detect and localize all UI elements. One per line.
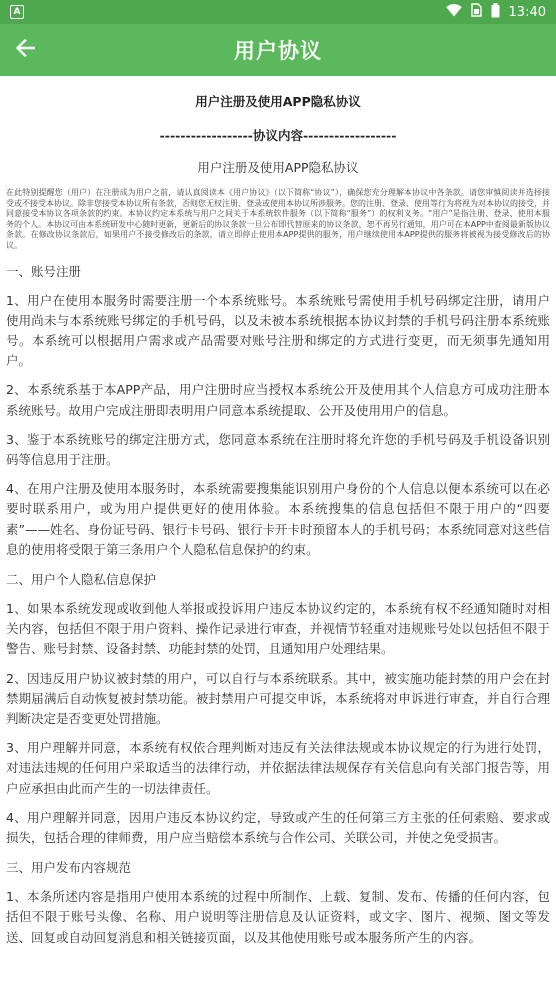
paragraph: 1、如果本系统发现或收到他人举报或投诉用户违反本协议约定的，本系统有权不经通知随时对相关内容，包括但不限于用户资料、操作记录进行审查，并视情节轻重对违规账号处以包括但不限于警告、账号封禁、设备封禁、功能封禁的处罚，且通知用户处理结果。: [6, 601, 550, 657]
wifi-icon: [446, 4, 462, 21]
section-heading: 一、账号注册: [6, 263, 82, 279]
intro-paragraph: 在此特别提醒您（用户）在注册成为用户之前，请认真阅读本《用户协议》（以下简称“协议”），确保您充分理解本协议中各条款。请您审慎阅读并选择接受或不接受本协议。除非您接受本协议所有条款，否则您无权注册、登录或使用本协议所涉服务。您的注册、登录、使用等行为将视为对本协议的接受，并同意接受本协议各项条款的约束。本协议约定本系统与用户之间关于本系统软件服务（以下简称“服务”）的权利义务。“用户”是指注册、登录、使用本服务的个人。本协议可由本系统研发中心随时更新，更新后的协议条款一旦公布即代替原来的协议条款，恕不再另行通知，用户可在本APP中查阅最新版协议条款。在修改协议条款后，如果用户不接受修改后的条款，请立即停止使用本APP提供的服务，用户继续使用本APP提供的服务将被视为接受修改后的协议。: [6, 188, 550, 250]
paragraph: 4、用户理解并同意，因用户违反本协议约定，导致或产生的任何第三方主张的任何索赔、要求或损失，包括合理的律师费，用户应当赔偿本系统与合作公司、关联公司，并使之免受损害。: [6, 809, 550, 846]
page-title: 用户协议: [234, 39, 322, 63]
document-subtitle: 用户注册及使用APP隐私协议: [197, 160, 359, 175]
paragraph: 3、鉴于本系统账号的绑定注册方式，您同意本系统在注册时将允许您的手机号码及手机设备识别码等信息用于注册。: [6, 431, 550, 467]
status-bar: [0, 0, 556, 24]
app-notification-icon: A: [10, 5, 24, 19]
paragraph: 1、用户在使用本服务时需要注册一个本系统账号。本系统账号需使用手机号码绑定注册，请用户使用尚未与本系统账号绑定的手机号码，以及未被本系统根据本协议封禁的手机号码注册本系统账号。本系统可以根据用户需求或产品需要对账号注册和绑定的方式进行变更，而无须事先通知用户。: [6, 292, 550, 369]
paragraph: 2、因违反用户协议被封禁的用户，可以自行与本系统联系。其中，被实施功能封禁的用户会在封禁期届满后自动恢复被封禁功能。被封禁用户可提交申诉，本系统将对申诉进行审查，并自行合理判断决定是否变更处罚措施。: [6, 670, 550, 727]
section-heading: 二、用户个人隐私信息保护: [6, 572, 157, 587]
status-time: 13:40: [508, 4, 546, 20]
paragraph: 4、在用户注册及使用本服务时，本系统需要搜集能识别用户身份的个人信息以便本系统可以在必要时联系用户，或为用户提供更好的使用体验。本系统搜集的信息包括但不限于用户的“四要素”——姓名、身份证号码、银行卡号码、银行卡开卡时预留本人的手机号码；本系统同意对这些信息的使用将受限于第三条用户个人隐私信息保护的约束。: [6, 481, 550, 557]
sim-card-icon: [471, 3, 482, 21]
paragraph: 2、本系统系基于本APP产品，用户注册时应当授权本系统公开及使用其个人信息方可成功注册本系统账号。故用户完成注册即表明用户同意本系统提取、公开及使用用户的信息。: [6, 382, 550, 418]
section-heading: 三、用户发布内容规范: [6, 860, 132, 876]
back-button[interactable]: [10, 36, 40, 64]
document-title: 用户注册及使用APP隐私协议: [195, 94, 361, 109]
agreement-content[interactable]: [0, 76, 556, 994]
app-bar: [0, 24, 556, 76]
arrow-left-icon: [15, 39, 35, 61]
document-separator: ------------------协议内容------------------: [159, 128, 397, 143]
battery-icon: [491, 3, 500, 22]
paragraph: 3、用户理解并同意，本系统有权依合理判断对违反有关法律法规或本协议规定的行为进行处罚，对违法违规的任何用户采取适当的法律行动，并依据法律法规保存有关信息向有关部门报告等，用户应承担由此而产生的一切法律责任。: [6, 740, 550, 796]
paragraph: 1、本条所述内容是指用户使用本系统的过程中所制作、上载、复制、发布、传播的任何内容，包括但不限于账号头像、名称、用户说明等注册信息及认证资料，或文字、图片、视频、图文等发送、回复或自动回复消息和相关链接页面，以及其他使用账号或本服务所产生的内容。: [6, 889, 550, 945]
